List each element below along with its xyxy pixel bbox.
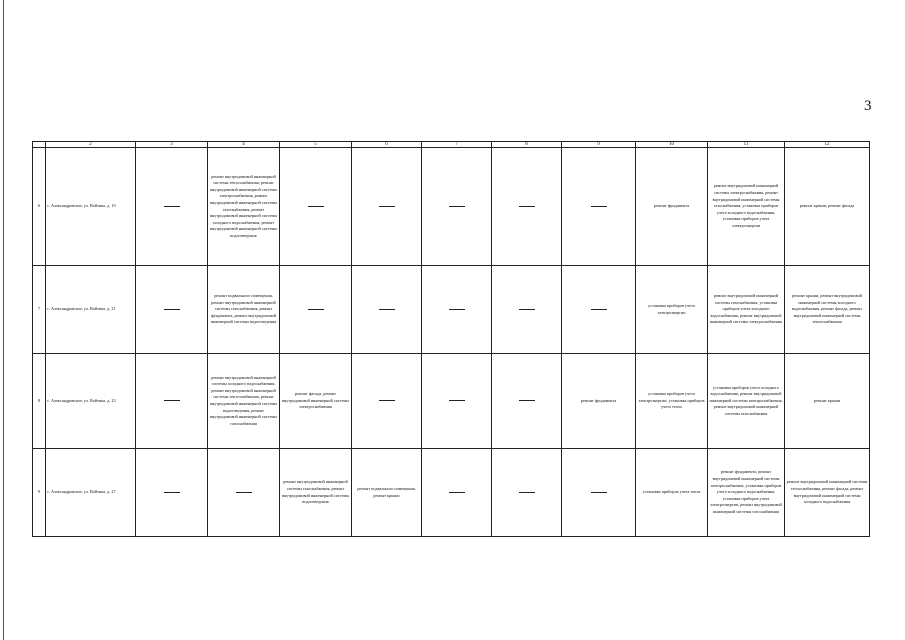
dash-mark <box>164 400 180 401</box>
dash-mark <box>379 206 395 207</box>
row-number: 6 <box>33 148 46 266</box>
empty-cell <box>136 449 208 537</box>
work-cell: установка приборов учета электроэнергии <box>636 266 708 354</box>
work-cell: ремонт подвального помещения, ремонт внутридомовой инженерной системы газоснабжения, ремонт фундамента, ремонт внутридомовой инженерной системы водоотведения <box>208 266 280 354</box>
header-cell: 10 <box>636 142 708 148</box>
empty-cell <box>492 148 562 266</box>
header-cell: 11 <box>708 142 785 148</box>
dash-mark <box>449 400 465 401</box>
empty-cell <box>422 354 492 449</box>
work-cell: ремонт фасада, ремонт внутридомовой инженерной системы электроснабжения <box>280 354 352 449</box>
empty-cell <box>208 449 280 537</box>
row-number: 8 <box>33 354 46 449</box>
work-cell: установка приборов учета тепла <box>636 449 708 537</box>
work-cell: ремонт фундамента <box>636 148 708 266</box>
work-cell: ремонт внутридомовой инженерной системы холодного водоснабжения, ремонт внутридомовой инженерной системы теплоснабжения, ремонт внутридомовой инженерной системы водоотведения, ремонт внутридомовой инженерной системы газоснабжения <box>208 354 280 449</box>
dash-mark <box>519 492 535 493</box>
empty-cell <box>562 449 636 537</box>
header-cell: 5 <box>280 142 352 148</box>
empty-cell <box>136 354 208 449</box>
work-cell: ремонт крыши <box>785 354 870 449</box>
empty-cell <box>492 354 562 449</box>
header-cell: 8 <box>492 142 562 148</box>
empty-cell <box>562 148 636 266</box>
address-cell: с. Александровское, ул. Войтика, д. 27 <box>46 449 136 537</box>
empty-cell <box>280 266 352 354</box>
empty-cell <box>136 148 208 266</box>
dash-mark <box>236 492 252 493</box>
dash-mark <box>164 206 180 207</box>
header-cell: 9 <box>562 142 636 148</box>
table-row <box>33 148 870 266</box>
address-cell: с. Александровское, ул. Войтика, д. 21 <box>46 266 136 354</box>
header-cell: 6 <box>352 142 422 148</box>
work-cell: установка приборов учета холодного водоснабжения, ремонт внутридомовой инженерной системы электроснабжения, ремонт внутридомовой инженерной системы газоснабжения <box>708 354 785 449</box>
empty-cell <box>492 449 562 537</box>
dash-mark <box>164 309 180 310</box>
address-cell: с. Александровское, ул. Войтика, д. 19 <box>46 148 136 266</box>
table-row <box>33 449 870 537</box>
empty-cell <box>422 148 492 266</box>
work-cell: установка приборов учета электроэнергии, установка приборов учета тепла <box>636 354 708 449</box>
dash-mark <box>308 206 324 207</box>
dash-mark <box>591 206 607 207</box>
dash-mark <box>164 492 180 493</box>
row-number: 9 <box>33 449 46 537</box>
work-cell: ремонт фундамента <box>562 354 636 449</box>
header-cell: 2 <box>46 142 136 148</box>
table-row <box>33 354 870 449</box>
work-cell: ремонт внутридомовой инженерной системы теплоснабжения, ремонт фасада, ремонт внутридомовой инженерной системы холодного водоснабжения <box>785 449 870 537</box>
work-cell: ремонт крыши, ремонт внутридомовой инженерной системы холодного водоснабжения, ремонт фасада, ремонт внутридомовой инженерной системы теплоснабжения <box>785 266 870 354</box>
empty-cell <box>422 449 492 537</box>
dash-mark <box>519 206 535 207</box>
empty-cell <box>562 266 636 354</box>
empty-cell <box>280 148 352 266</box>
page-number: 3 <box>864 98 872 114</box>
work-cell: ремонт крыши, ремонт фасада <box>785 148 870 266</box>
header-cell: 4 <box>208 142 280 148</box>
empty-cell <box>422 266 492 354</box>
dash-mark <box>308 309 324 310</box>
work-cell: ремонт внутридомовой инженерной системы газоснабжения, установка приборов учета холодного водоснабжения, ремонт внутридомовой инженерной системы электроснабжения <box>708 266 785 354</box>
page-edge-line <box>3 0 4 640</box>
dash-mark <box>519 400 535 401</box>
work-cell: ремонт внутридомовой инженерной системы теплоснабжения, ремонт внутридомовой инженерной системы электроснабжения, ремонт внутридомовой инженерной системы газоснабжения, ремонт внутридомовой инженерной системы холодного водоснабжения, ремонт внутридомовой инженерной системы водоотведения <box>208 148 280 266</box>
address-cell: с. Александровское, ул. Войтика, д. 23 <box>46 354 136 449</box>
empty-cell <box>492 266 562 354</box>
work-cell: ремонт фундамента, ремонт внутридомовой инженерной системы электроснабжения, установка приборов учета холодного водоснабжения, установка приборов учета электроэнергии, ремонт внутридомовой инженерной системы газоснабжения <box>708 449 785 537</box>
header-cell: 7 <box>422 142 492 148</box>
dash-mark <box>379 400 395 401</box>
dash-mark <box>449 309 465 310</box>
dash-mark <box>519 309 535 310</box>
header-cell: 3 <box>136 142 208 148</box>
dash-mark <box>449 206 465 207</box>
row-number: 7 <box>33 266 46 354</box>
table-row <box>33 266 870 354</box>
empty-cell <box>352 148 422 266</box>
dash-mark <box>591 492 607 493</box>
empty-cell <box>352 354 422 449</box>
empty-cell <box>136 266 208 354</box>
header-cell: 12 <box>785 142 870 148</box>
repair-schedule-table <box>32 141 870 537</box>
work-cell: ремонт подвального помещения, ремонт крыши <box>352 449 422 537</box>
dash-mark <box>591 309 607 310</box>
work-cell: ремонт внутридомовой инженерной системы электроснабжения, ремонт внутридомовой инженерной системы газоснабжения, установка приборов учета холодного водоснабжения, установка приборов учета электроэнергии <box>708 148 785 266</box>
dash-mark <box>379 309 395 310</box>
empty-cell <box>352 266 422 354</box>
work-cell: ремонт внутридомовой инженерной системы газоснабжения, ремонт внутридомовой инженерной системы водоотведения <box>280 449 352 537</box>
dash-mark <box>449 492 465 493</box>
